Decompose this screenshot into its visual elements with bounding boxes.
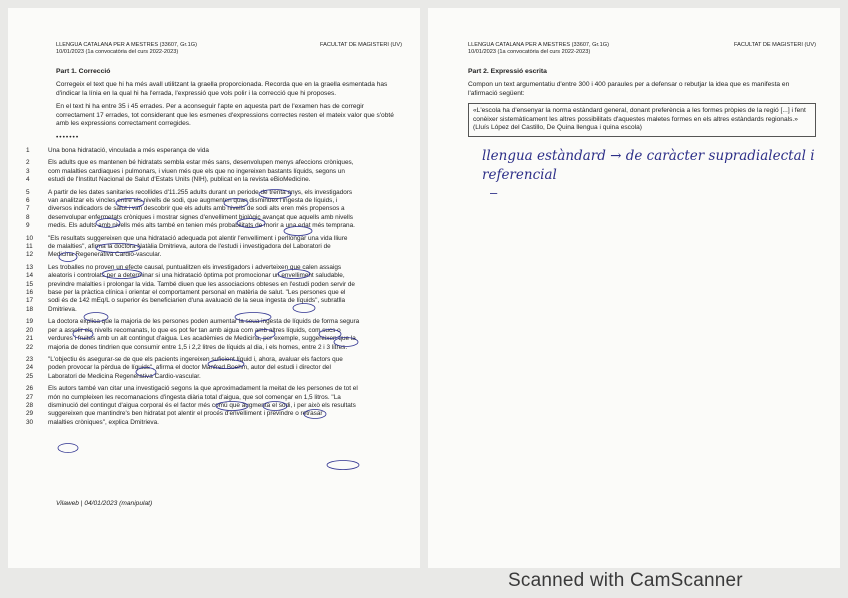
line-text: Una bona hidratació, vinculada a més esperança de vida [48, 146, 209, 154]
line-number: 6 [26, 197, 30, 204]
line-text: Medicina Regenerativa Cardio-vascular. [48, 251, 162, 259]
text-line [26, 159, 402, 167]
numbered-text [26, 146, 402, 427]
line-number: 26 [26, 385, 34, 393]
line-number: 29 [26, 410, 34, 418]
exam-date: 10/01/2023 (1a convocatòria del curs 2022-2023) [56, 49, 179, 55]
faculty-name: FACULTAT DE MAGISTERI (UV) [320, 42, 402, 48]
text-line [26, 222, 402, 230]
line-number: 22 [26, 343, 34, 351]
line-text: sodi és de 142 mEq/L o superior és beneficiarien d'una avaluació de la seua ingesta de líquids", subratlla [48, 297, 346, 305]
line-text: com malalties cardiaques i pulmonars, i viuen més que els que no ingereixen bastants líquids, segons un [48, 167, 345, 175]
line-number: 5 [26, 188, 30, 196]
course-title: LLENGUA CATALANA PER A MESTRES (33607, Gr.1G) [468, 42, 609, 48]
section-title: Part 2. Expressió escrita [468, 68, 547, 75]
text-line [26, 251, 402, 259]
line-text: desenvolupar enfermetats cròniques i mostrar signes d'envelliment biològic avançat que aquells amb nivells [48, 213, 353, 221]
line-text: "Els resultats suggereixen que una hidratació adequada pot alentir l'envelliment i perllongar una vida lliure [48, 234, 348, 242]
text-line [26, 355, 402, 364]
line-text: van analitzar els vincles entre els nivells de sodi, que augmenten quan disminuex l'ingesta de líquids, i [48, 197, 338, 204]
line-number: 16 [26, 289, 34, 297]
exam-page-left [8, 8, 420, 568]
text-line [26, 401, 402, 410]
course-title: LLENGUA CATALANA PER A MESTRES (33607, Gr.1G) [56, 42, 197, 48]
line-number: 24 [26, 364, 34, 372]
line-number: 28 [26, 401, 34, 409]
line-number: 19 [26, 318, 34, 326]
line-text: per a assolir els nivells recomanats, lo que es pot fer tan amb aigua com amb altres líquids, com sucs o [48, 326, 341, 334]
text-line [26, 205, 402, 213]
text-line [26, 272, 402, 280]
section-title: Part 1. Correcció [56, 68, 111, 75]
page-header [468, 42, 816, 56]
faculty-name: FACULTAT DE MAGISTERI (UV) [734, 42, 816, 48]
text-line [26, 318, 402, 326]
separator-dots: ••••••• [56, 133, 80, 141]
line-text: majoria de dones tindrien que consumir entre 1,5 i 2,2 litres de líquids al dia, i els homes, entre 2 i 3 litres. [48, 343, 348, 351]
line-text: "L'objectiu és asegurar-se de que els pacients ingereixen suficient líquid i, ahora, avaluar els factors que [48, 355, 343, 363]
text-line [26, 263, 402, 272]
exam-date: 10/01/2023 (1a convocatòria del curs 2022-2023) [468, 49, 591, 55]
text-line [26, 410, 402, 418]
text-line [26, 188, 402, 197]
line-text: verdures i fruites amb un alt contingut d'aigua. Les acadèmies de Medicina, per exemple, suggereixen que la [48, 335, 356, 343]
text-line [26, 393, 402, 402]
text-line [26, 243, 402, 251]
text-line [26, 176, 402, 184]
line-text: A partir de les dates sanitaries recollides d'11.255 adults durant un periode de trenta anys, els investigadors [48, 188, 353, 196]
line-number: 14 [26, 272, 34, 280]
line-number: 4 [26, 176, 30, 184]
exam-page-right [428, 8, 840, 568]
handwritten-dash: – [490, 184, 498, 200]
line-text: disminució del contingut d'aigua corporal és el factor més comú que augmenta el sodi, i per això els resultats [48, 401, 356, 409]
text-line [26, 197, 402, 205]
line-text: món no cumpleixen les recomanacions d'ingesta diària total d'aigua, que sol començar en 1,5 litros. "La [48, 393, 341, 401]
text-line [26, 146, 402, 155]
circle-mark [58, 444, 78, 453]
text-line [26, 167, 402, 176]
line-number: 3 [26, 167, 30, 175]
text-line [26, 280, 402, 289]
text-line [26, 372, 402, 381]
line-text: de malalties", afirma la doctora Natàlia Dmitrieva, autora de l'estudi i investigadora del Laboratori de [48, 243, 331, 251]
source-footer: Vilaweb | 04/01/2023 (manipulat) [56, 500, 153, 507]
line-number: 9 [26, 222, 30, 230]
line-text: diversos indicadors de salut i van descobrir que els adults amb nivells de sodi alts eren més propensos a [48, 205, 345, 213]
text-line [26, 326, 402, 335]
handwritten-answer-line: referencial [482, 166, 557, 183]
line-number: 12 [26, 251, 34, 259]
camscanner-watermark: Scanned with CamScanner [508, 570, 743, 591]
line-text: poden provocar la pèrdua de líquids", afirma el doctor Manfred Boehm, autor del estudi i director del [48, 364, 331, 372]
line-number: 7 [26, 205, 30, 213]
line-text: Els autors també van citar una investigació segons la que aproximadament la meitat de les persones de tot el [48, 385, 358, 393]
instructions-paragraph: En el text hi ha entre 35 i 45 errades. Per a aconseguir l'apte en aquesta part de l'examen has de corregir correctament 17 errades, tot considerant que les esmenes d'expressions correctes resten el mateix valor que s'obté amb les expressions correctament corregides. [56, 103, 394, 128]
line-number: 27 [26, 393, 34, 401]
line-number: 2 [26, 159, 30, 167]
text-line [26, 335, 402, 343]
line-number: 13 [26, 263, 34, 271]
text-line [26, 297, 402, 305]
text-line [26, 234, 402, 243]
line-number: 10 [26, 234, 34, 242]
line-number: 25 [26, 372, 34, 380]
line-text: Els adults que es mantenen bé hidratats sembla estar més sans, desenvolupen menys afeccions cròniques, [48, 159, 354, 167]
line-text: estudi de l'Institut Nacional de Salut d'Estats Units (NIH), publicat en la revista eBioMedicine. [48, 176, 311, 184]
line-number: 21 [26, 335, 34, 343]
page-header [56, 42, 402, 56]
line-text: base per la pràctica clínica i orientar el comportament personal en matèria de salut. "Les persones que el [48, 289, 346, 297]
line-number: 30 [26, 418, 34, 426]
text-line [26, 289, 402, 297]
line-number: 11 [26, 243, 33, 251]
handwritten-answer-line: llengua estàndard → de caràcter supradialectal i [482, 147, 815, 164]
circle-mark [327, 461, 359, 470]
quoted-statement: «L'escola ha d'ensenyar la norma estàndard general, donant preferència a les formes pròpies de la regió [...] i fent conèixer sistemàticament les altres possibilitats d'aquestes maletes formes en els altres estàndards regionals.» (Lluís López del Castillo, De Quina llengua i quina escola) [468, 103, 816, 137]
text-line [26, 343, 402, 352]
line-number: 23 [26, 355, 34, 363]
line-number: 1 [26, 146, 30, 154]
line-number: 18 [26, 305, 34, 313]
instructions-paragraph: Corregeix el text que hi ha més avall utilitzant la graella proporcionada. Recorda que en la graella esmentada has d'indicar la línia en la qual hi ha l'errada, l'expressió que vols polir i la correcció que hi proposes. [56, 81, 388, 97]
line-number: 20 [26, 326, 34, 334]
line-text: suggereixen que mantindre's ben hidratat pot alentir el procés d'envelliment i previndre o retrasar [48, 410, 323, 418]
text-line [26, 385, 402, 393]
instructions-paragraph: Compon un text argumentatiu d'entre 300 i 400 paraules per a defensar o rebutjar la idea que es manifesta en l'afirmació següent: [468, 81, 790, 97]
line-text: Les troballes no proven un efecte causal, puntualitzen els investigadors i adverteixen que calen assaigs [48, 263, 342, 271]
line-number: 17 [26, 297, 34, 305]
line-text: medis. Els adults amb nivells més alts també en tenien més probabilitats de morir a una edat més temprana. [48, 222, 355, 230]
line-text: previndre malalties i prolongar la vida. També diuen que les associacions obteses en l'estudi poden servir de [48, 280, 355, 288]
line-number: 15 [26, 280, 34, 288]
line-number: 8 [26, 213, 30, 221]
text-line [26, 364, 402, 372]
text-line [26, 418, 402, 427]
line-text: Dmitrieva. [48, 305, 77, 313]
line-text: aleatoris i controlats per a determinar si una hidratació òptima pot promocionar un envelliment saludable, [48, 272, 345, 280]
text-line [26, 213, 402, 222]
line-text: malalties cròniques", explica Dmitrieva. [48, 418, 159, 426]
text-line [26, 305, 402, 314]
line-text: Laboratori de Medicina Regenerativa Cardio-vascular. [48, 372, 201, 380]
line-text: La doctora explica que la majoria de les persones poden aumentar la seua ingesta de líquids de forma segura [48, 318, 360, 326]
